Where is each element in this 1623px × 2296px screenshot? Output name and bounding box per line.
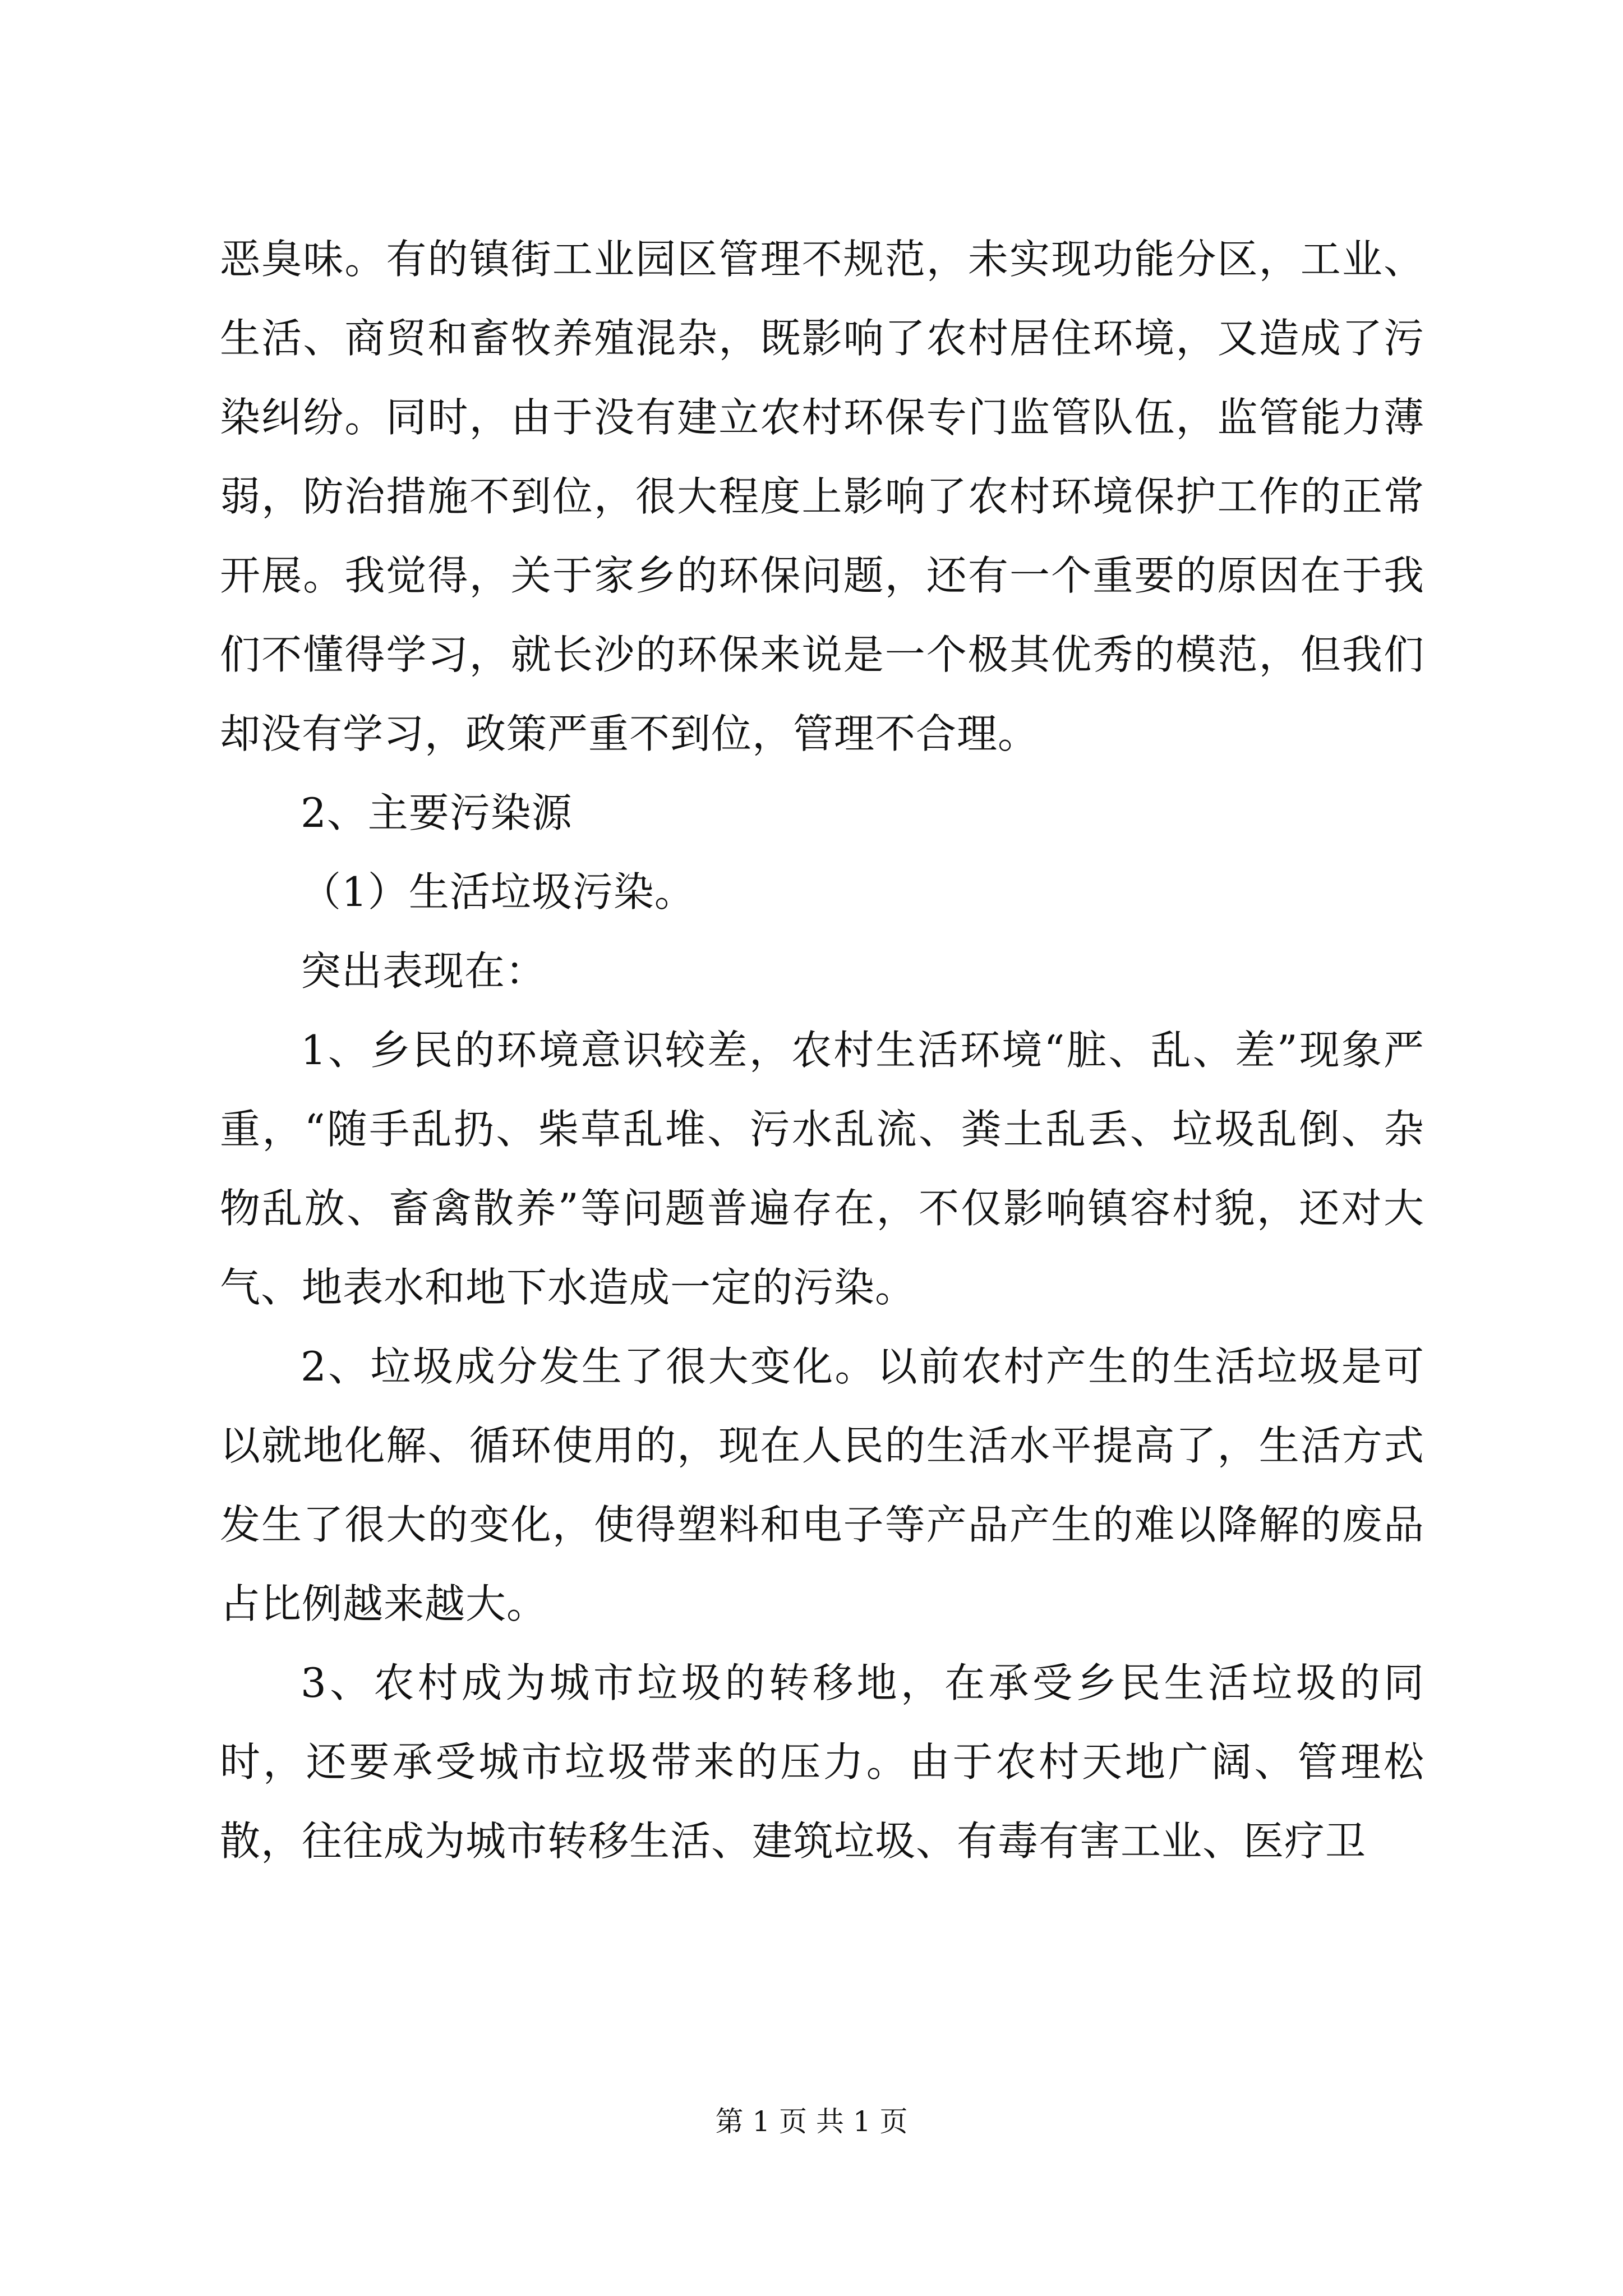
- paragraph-continuation: 恶臭味。有的镇街工业园区管理不规范，未实现功能分区，工业、生活、商贸和畜牧养殖混杂，既影响了农村居住环境，又造成了污染纠纷。同时，由于没有建立农村环保专门监管队伍，监管能力薄弱，防治措施不到位，很大程度上影响了农村环境保护工作的正常开展。我觉得，关于家乡的环保问题，还有一个重要的原因在于我们不懂得学习，就长沙的环保来说是一个极其优秀的模范，但我们却没有学习，政策严重不到位，管理不合理。: [220, 236, 1424, 757]
- paragraph-point-1: 1、乡民的环境意识较差，农村生活环境“脏、乱、差”现象严重，“随手乱扔、柴草乱堆、污水乱流、粪土乱丢、垃圾乱倒、杂物乱放、畜禽散养”等问题普遍存在，不仅影响镇容村貌，还对大气、地表水和地下水造成一定的污染。: [220, 1027, 1424, 1311]
- page-footer: 第 1 页 共 1 页: [715, 2105, 908, 2138]
- section-heading: 2、主要污染源: [301, 789, 573, 836]
- subsection-heading: （1）生活垃圾污染。: [301, 868, 695, 915]
- paragraph-point-3: 3、农村成为城市垃圾的转移地，在承受乡民生活垃圾的同时，还要承受城市垃圾带来的压力。由于农村天地广阔、管理松散，往往成为城市转移生活、建筑垃圾、有毒有害工业、医疗卫: [220, 1659, 1424, 1865]
- paragraph-point-2: 2、垃圾成分发生了很大变化。以前农村产生的生活垃圾是可以就地化解、循环使用的，现在人民的生活水平提高了，生活方式发生了很大的变化，使得塑料和电子等产品产生的难以降解的废品占比例越来越大。: [220, 1343, 1424, 1627]
- paragraph-intro: 突出表现在：: [301, 947, 547, 995]
- document-body: [220, 220, 1424, 1881]
